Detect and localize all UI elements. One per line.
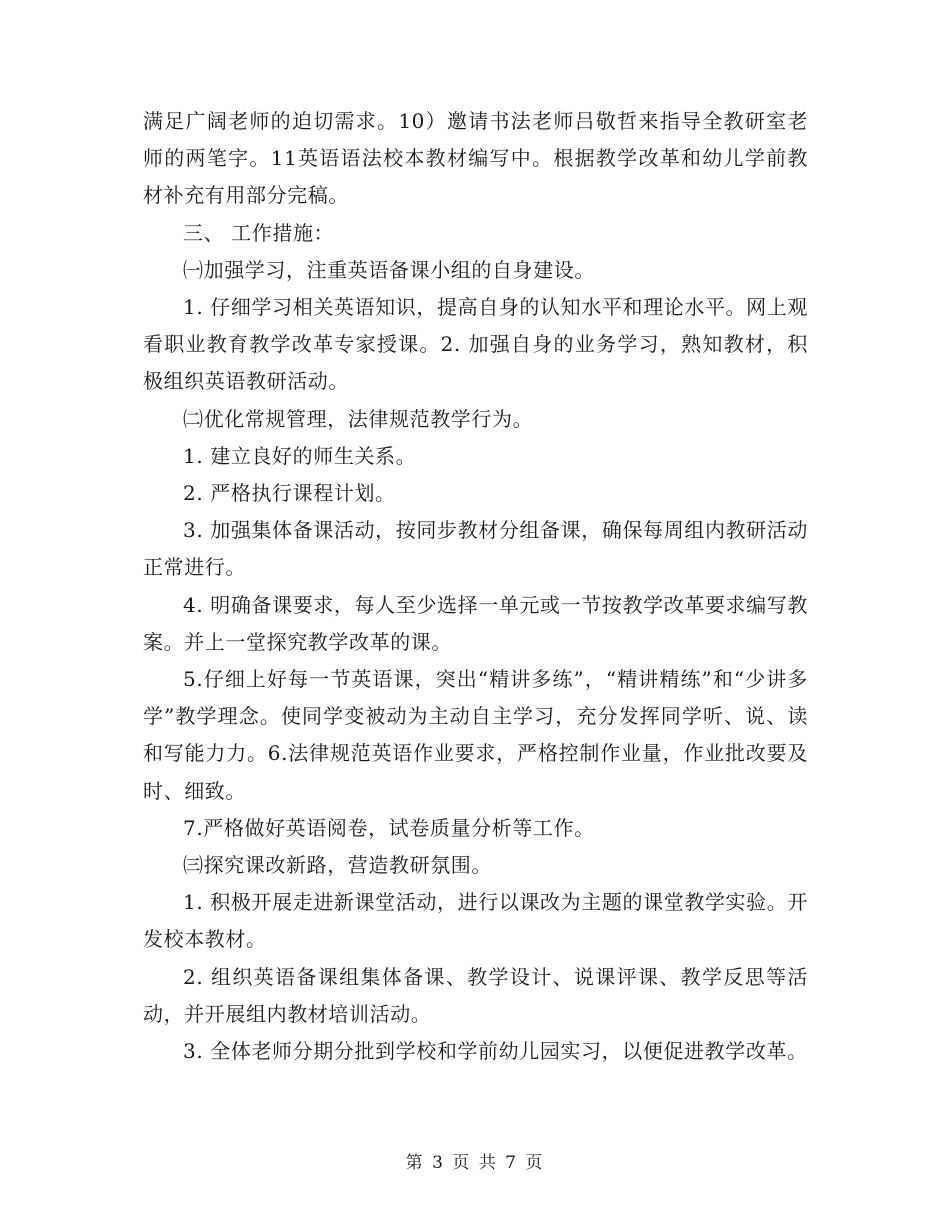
list-item: 1. 积极开展走进新课堂活动，进行以课改为主题的课堂教学实验。开发校本教材。 xyxy=(143,890,808,952)
list-item: 3. 全体老师分期分批到学校和学前幼儿园实习，以便促进教学改革。 xyxy=(183,1039,808,1064)
list-item: 2. 严格执行课程计划。 xyxy=(183,481,396,506)
list-item: 7.严格做好英语阅卷，试卷质量分析等工作。 xyxy=(183,815,595,840)
list-item: 4. 明确备课要求，每人至少选择一单元或一节按教学改革要求编写教案。并上一堂探究教学改革的课。 xyxy=(143,592,808,654)
list-item: 5.仔细上好每一节英语课，突出“精讲多练”，“精讲精练”和“少讲多学”教学理念。使同学变被动为主动自主学习，充分发挥同学听、说、读和写能力力。6.法律规范英语作业要求，严格控制作业量，作业批改要及时、细致。 xyxy=(143,667,808,803)
paragraph: 1. 仔细学习相关英语知识，提高自身的认知水平和理论水平。网上观看职业教育教学改革专家授课。2. 加强自身的业务学习，熟知教材，积极组织英语教研活动。 xyxy=(143,295,808,394)
list-item: 2. 组织英语备课组集体备课、教学设计、说课评课、教学反思等活动，并开展组内教材培训活动。 xyxy=(143,964,808,1026)
page-number-label: 第 3 页 共 7 页 xyxy=(405,1153,545,1173)
document-body xyxy=(143,103,808,1070)
list-item: 1. 建立良好的师生关系。 xyxy=(183,443,417,468)
paragraph-continued: 满足广阔老师的迫切需求。10）邀请书法老师吕敬哲来指导全教研室老师的两笔字。11英语语法校本教材编写中。根据教学改革和幼儿学前教材补充有用部分完稿。 xyxy=(143,109,808,208)
section-heading-measures: 三、 工作措施： xyxy=(183,220,335,245)
list-item: 3. 加强集体备课活动，按同步教材分组备课，确保每周组内教研活动正常进行。 xyxy=(143,518,808,580)
page-footer xyxy=(0,1148,950,1173)
subsection-heading-1: ㈠加强学习，注重英语备课小组的自身建设。 xyxy=(183,257,595,282)
subsection-heading-3: ㈢探究课改新路，营造教研氛围。 xyxy=(183,853,492,878)
subsection-heading-2: ㈡优化常规管理，法律规范教学行为。 xyxy=(183,406,534,431)
